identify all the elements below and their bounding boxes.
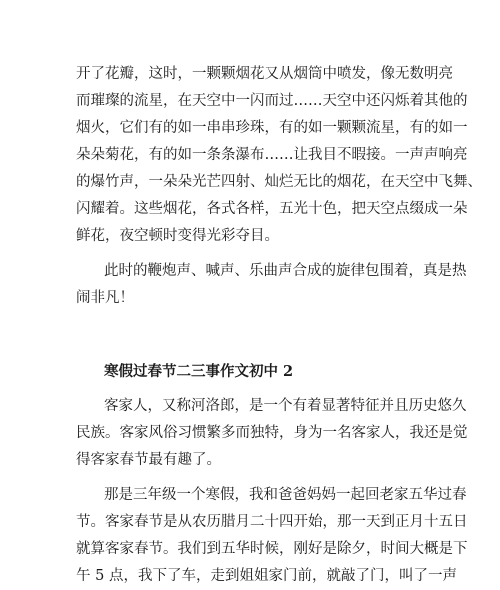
text-line: 得客家春节最有趣了。 xyxy=(76,452,221,468)
section-gap xyxy=(76,312,426,358)
paragraph-celebration xyxy=(76,258,467,312)
paragraph-fireworks xyxy=(76,61,482,250)
text-line: 而璀璨的流星，在天空中一闪而过……天空中还闪烁着其他的 xyxy=(76,93,468,109)
text-line: 午 5 点，我下了车，走到姐姐家门前，就敲了门，叫了一声 xyxy=(76,568,457,584)
text-line: 闹非凡！ xyxy=(76,290,134,306)
text-line: 那是三年级一个寒假，我和爸爸妈妈一起回老家五华过春 xyxy=(104,487,467,503)
paragraph-gap xyxy=(76,385,426,393)
text-line: 朵朵菊花，有的如一条条瀑布……让我目不暇接。一声声响亮 xyxy=(76,147,468,163)
text-line: 此时的鞭炮声、喊声、乐曲声合成的旋律包围着，真是热 xyxy=(104,263,467,279)
section-heading: 寒假过春节二三事作文初中 2 xyxy=(104,363,294,380)
text-line: 烟火，它们有的如一串串珍珠，有的如一颗颗流星，有的如一 xyxy=(76,120,468,136)
text-line: 鲜花，夜空顿时变得光彩夺目。 xyxy=(76,228,279,244)
text-line: 闪耀着。这些烟花，各式各样，五光十色，把天空点缀成一朵 xyxy=(76,201,468,217)
text-line: 的爆竹声，一朵朵光芒四射、灿烂无比的烟花，在天空中飞舞、 xyxy=(76,174,482,190)
paragraph-gap xyxy=(76,250,426,258)
paragraph-hakka-intro xyxy=(76,393,468,474)
paragraph-gap xyxy=(76,474,426,482)
document-body xyxy=(76,61,482,590)
text-line: 开了花瓣，这时，一颗颗烟花又从烟筒中喷发，像无数明亮 xyxy=(76,66,453,82)
text-line: 节。客家春节是从农历腊月二十四开始，那一天到正月十五日 xyxy=(76,514,468,530)
text-line: 客家人，又称河洛郎，是一个有着显著特征并且历史悠久 xyxy=(104,398,467,414)
text-line: 民族。客家风俗习惯繁多而独特，身为一名客家人，我还是觉 xyxy=(76,425,468,441)
paragraph-winter-break xyxy=(76,482,468,590)
text-line: 就算客家春节。我们到五华时候，刚好是除夕，时间大概是下 xyxy=(76,541,468,557)
